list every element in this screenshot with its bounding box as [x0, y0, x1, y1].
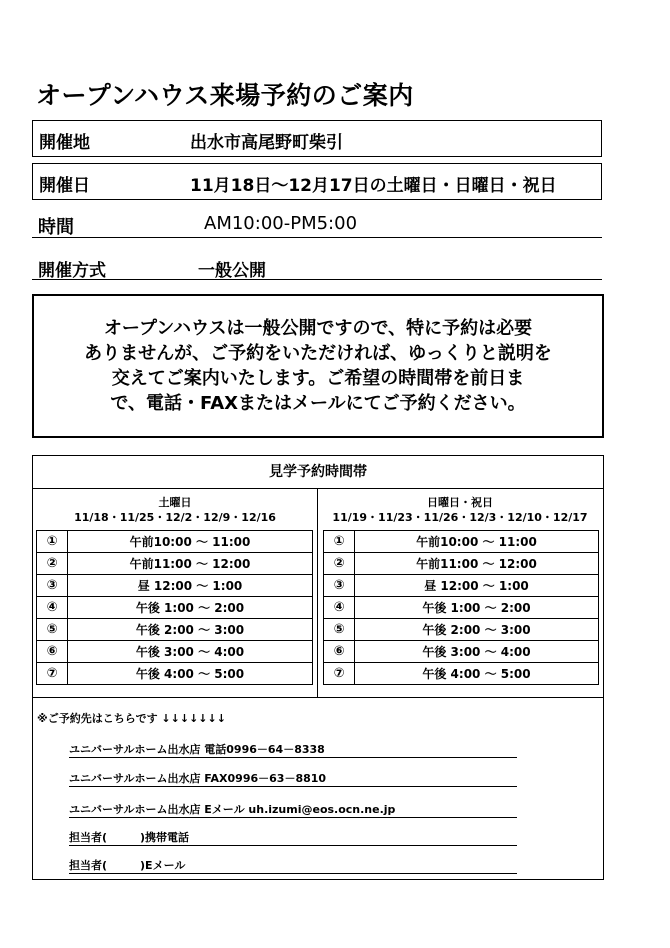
- table-row: [324, 641, 599, 663]
- slot-time: 午前11:00 ～ 12:00: [68, 553, 313, 575]
- time-label: 時間: [38, 217, 74, 238]
- section-divider: [33, 697, 603, 698]
- slot-number: ④: [37, 597, 68, 619]
- venue-label: 開催地: [39, 133, 90, 153]
- saturday-day: 土曜日: [158, 496, 192, 509]
- sunday-day: 日曜日・祝日: [427, 496, 493, 509]
- slot-time: 午後 3:00 ～ 4:00: [68, 641, 313, 663]
- table-row: [37, 597, 313, 619]
- underline: [69, 757, 517, 758]
- slot-number: ③: [324, 575, 355, 597]
- saturday-header: [33, 495, 317, 525]
- table-row: [324, 619, 599, 641]
- notice-line: オープンハウスは一般公開ですので、特に予約は必要: [103, 318, 533, 339]
- slot-number: ⑦: [37, 663, 68, 685]
- notice-box: [32, 294, 604, 438]
- venue-row: [32, 120, 602, 157]
- time-row: [32, 208, 602, 238]
- table-row: [324, 663, 599, 685]
- table-row: [37, 663, 313, 685]
- contact-header: ※ご予約先はこちらです ↓↓↓↓↓↓↓: [37, 712, 226, 725]
- slot-number: ②: [324, 553, 355, 575]
- slot-number: ①: [37, 531, 68, 553]
- underline: [69, 786, 517, 787]
- underline: [69, 845, 517, 846]
- contact-phone: ユニバーサルホーム出水店 電話0996－64－8338: [69, 743, 325, 756]
- staff-email: 担当者( )Eメール: [69, 859, 186, 872]
- slot-time: 昼 12:00 ～ 1:00: [68, 575, 313, 597]
- underline: [69, 873, 517, 874]
- slot-time: 午後 1:00 ～ 2:00: [355, 597, 599, 619]
- contact-email: ユニバーサルホーム出水店 Eメール uh.izumi@eos.ocn.ne.jp: [69, 803, 396, 816]
- dates-row: [32, 163, 602, 200]
- dates-label: 開催日: [39, 176, 90, 196]
- slot-time: 午前10:00 ～ 11:00: [355, 531, 599, 553]
- slot-number: ⑦: [324, 663, 355, 685]
- sunday-header: [317, 495, 603, 525]
- slot-number: ④: [324, 597, 355, 619]
- schedule-heading: 見学予約時間帯: [33, 456, 603, 489]
- slot-number: ③: [37, 575, 68, 597]
- table-row: [324, 575, 599, 597]
- time-value: AM10:00-PM5:00: [204, 213, 358, 234]
- method-label: 開催方式: [38, 261, 106, 281]
- table-row: [324, 531, 599, 553]
- table-row: [37, 553, 313, 575]
- sunday-table: [323, 530, 599, 685]
- saturday-dates: 11/18・11/25・12/2・12/9・12/16: [74, 511, 276, 524]
- slot-number: ②: [37, 553, 68, 575]
- table-row: [324, 597, 599, 619]
- notice-line: で、電話・FAXまたはメールにてご予約ください。: [110, 393, 526, 414]
- slot-time: 午後 4:00 ～ 5:00: [68, 663, 313, 685]
- sunday-dates: 11/19・11/23・11/26・12/3・12/10・12/17: [332, 511, 588, 524]
- venue-value: 出水市高尾野町柴引: [190, 133, 343, 153]
- column-divider: [317, 489, 318, 697]
- slot-number: ⑥: [324, 641, 355, 663]
- slot-number: ⑥: [37, 641, 68, 663]
- page-title: オープンハウス来場予約のご案内: [36, 81, 414, 110]
- slot-time: 午後 3:00 ～ 4:00: [355, 641, 599, 663]
- slot-number: ⑤: [37, 619, 68, 641]
- slot-number: ⑤: [324, 619, 355, 641]
- method-row: [32, 250, 602, 280]
- table-row: [37, 619, 313, 641]
- notice-line: ありませんが、ご予約をいただければ、ゆっくりと説明を: [84, 343, 552, 364]
- method-value: 一般公開: [198, 261, 266, 281]
- table-row: [37, 575, 313, 597]
- slot-time: 午後 1:00 ～ 2:00: [68, 597, 313, 619]
- underline: [69, 817, 517, 818]
- notice-line: 交えてご案内いたします。ご希望の時間帯を前日ま: [111, 368, 525, 389]
- slot-number: ①: [324, 531, 355, 553]
- slot-time: 午後 4:00 ～ 5:00: [355, 663, 599, 685]
- dates-value: 11月18日～12月17日の土曜日・日曜日・祝日: [190, 176, 557, 196]
- saturday-table: [36, 530, 313, 685]
- contact-fax: ユニバーサルホーム出水店 FAX0996－63－8810: [69, 772, 327, 785]
- slot-time: 昼 12:00 ～ 1:00: [355, 575, 599, 597]
- table-row: [324, 553, 599, 575]
- schedule-section: [32, 455, 604, 880]
- slot-time: 午後 2:00 ～ 3:00: [68, 619, 313, 641]
- slot-time: 午後 2:00 ～ 3:00: [355, 619, 599, 641]
- table-row: [37, 641, 313, 663]
- table-row: [37, 531, 313, 553]
- staff-mobile: 担当者( )携帯電話: [69, 831, 190, 844]
- slot-time: 午前11:00 ～ 12:00: [355, 553, 599, 575]
- slot-time: 午前10:00 ～ 11:00: [68, 531, 313, 553]
